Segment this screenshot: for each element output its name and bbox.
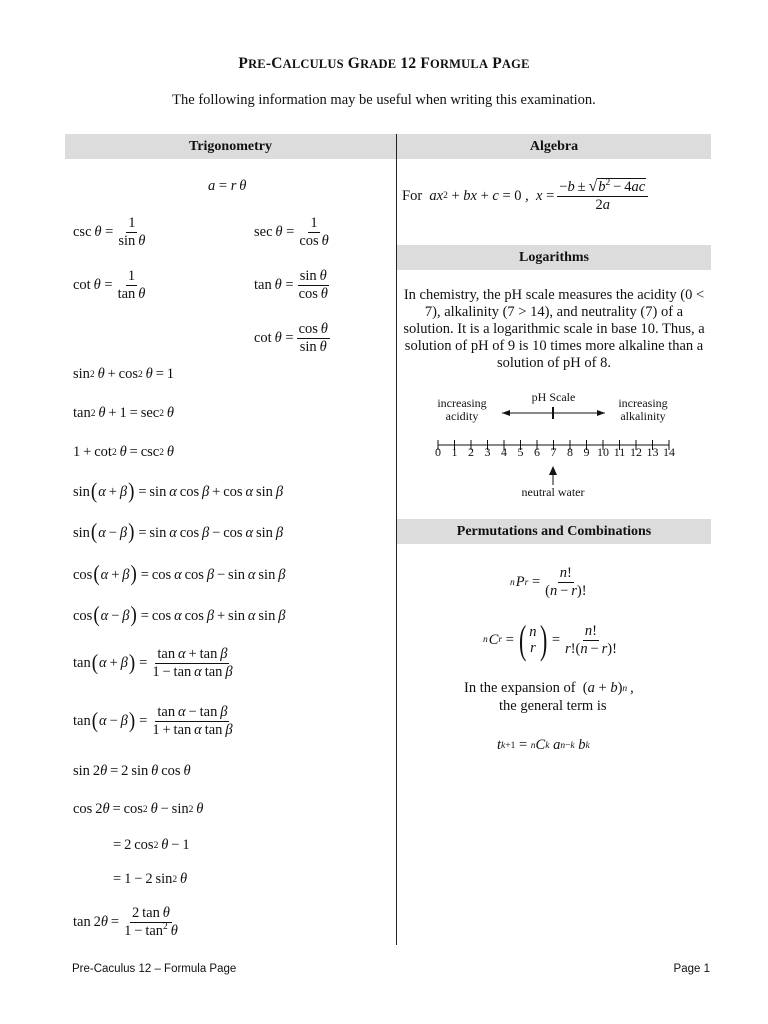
formula-pythagorean-2: tan 2 θ + 1 = sec 2 θ [73, 405, 175, 421]
formula-arc-length: a = r θ [208, 178, 247, 194]
ph-tick-label: 3 [484, 445, 491, 459]
ph-tick-label: 7 [550, 445, 557, 459]
formula-tan-quotient: tan θ = $\frac{\text{sin θ}}{\text{cos θ}}$ [254, 268, 328, 302]
formula-sin-double: sin 2 θ = 2 sin θ cos θ [73, 763, 191, 779]
formula-cos-sum: cos ( α + β ) = cos α cos β − sin α sin β [73, 562, 286, 587]
formula-quadratic: For ax 2 + bx + c = 0 , x = $\frac{-b \pm √b^2 - 4ac}{2a}$ [402, 179, 651, 213]
ph-tick-label: 10 [597, 445, 609, 459]
ph-tick-label: 4 [501, 445, 507, 459]
column-divider [396, 134, 397, 945]
right-arrowhead [597, 410, 605, 416]
ph-tick-label: 11 [613, 445, 626, 459]
formula-permutation: n P r = $\frac{n!}{(n - r)!}$ [510, 565, 587, 599]
ph-tick-label: 1 [451, 445, 458, 459]
formula-pythagorean-1: sin 2 θ + cos 2 θ = 1 [73, 366, 175, 382]
ph-tick-label: 12 [630, 445, 642, 459]
formula-cos-double-1: cos 2 θ = cos 2 θ − sin 2 θ [73, 801, 204, 817]
increasing-acidity-label: increasing acidity [437, 396, 487, 423]
formula-pythagorean-3: 1 + cot 2 θ = csc 2 θ [73, 444, 175, 460]
ph-tick-label: 5 [517, 445, 524, 459]
formula-combination: n C r = ( n r ) = $\frac{n!}{r!(n - r)!}$ [483, 617, 617, 662]
formula-sin-difference: sin ( α − β ) = sin α cos β − cos α sin β [73, 520, 284, 545]
section-header-trigonometry: Trigonometry [65, 134, 396, 159]
section-header-algebra: Algebra [397, 134, 711, 159]
formula-cot-reciprocal: cot θ = $\frac{1}{\text{tan θ}}$ [73, 268, 146, 302]
ph-tick-label: 6 [534, 445, 540, 459]
ph-tick-label: 14 [663, 445, 675, 459]
increasing-alkalinity-label: increasing alkalinity [618, 396, 668, 423]
formula-csc: csc θ = $\frac{1}{\text{sin θ}}$ [73, 215, 146, 249]
ph-tick-label: 8 [567, 445, 573, 459]
formula-cos-difference: cos ( α − β ) = cos α cos β + sin α sin β [73, 603, 286, 628]
logarithms-paragraph: In chemistry, the pH scale measures the acidity (0 < 7), alkalinity (7 > 14), and neutrality (7) of a solution. It is a logarithmic scale in base 10. Thus, a solution of pH of 9 is 10 times more alkaline than a solution of pH of 8. [403, 287, 705, 371]
ph-tick-label: 13 [646, 445, 659, 459]
section-header-permutations: Permutations and Combinations [397, 519, 711, 544]
formula-tan-difference: tan ( α − β ) = $\frac{\text{tan α − tan β}}{\text{1 + tan α tan β}}$ [73, 704, 233, 738]
formula-sec: sec θ = $\frac{1}{\text{cos θ}}$ [254, 215, 329, 249]
formula-cot-quotient: cot θ = $\frac{\text{cos θ}}{\text{sin θ}}$ [254, 321, 328, 355]
ph-tick-label: 9 [583, 445, 590, 459]
expansion-line-2: the general term is [499, 698, 607, 714]
footer-left: Pre-Caculus 12 – Formula Page [72, 963, 237, 975]
ph-tick-label: 0 [435, 445, 441, 459]
expansion-line-1: In the expansion of ( a + b ) n , [464, 680, 634, 696]
neutral-water-label: neutral water [521, 485, 585, 499]
formula-cos-double-2: = 2 cos 2 θ − 1 [113, 837, 190, 853]
ph-scale-diagram [420, 388, 700, 503]
page-title: PRE-CALCULUS GRADE 12 FORMULA PAGE [238, 55, 530, 72]
formula-tan-sum: tan ( α + β ) = $\frac{\text{tan α + tan β}}{\text{1 − tan α tan β}}$ [73, 646, 233, 680]
footer-page-number: Page 1 [673, 963, 710, 975]
left-arrowhead [502, 410, 510, 416]
formula-sin-sum: sin ( α + β ) = sin α cos β + cos α sin β [73, 479, 284, 504]
ph-tick-label: 2 [468, 445, 474, 459]
formula-tan-double: tan 2 θ = $\frac{\text{2 tan θ}}{1 - \tan^2 \theta}$ [73, 905, 178, 939]
ph-scale-label: pH Scale [531, 390, 576, 404]
ph-tick-labels [420, 445, 700, 461]
formula-general-term: t k+1 = n C k a n−k b k [497, 737, 590, 753]
section-header-logarithms: Logarithms [397, 245, 711, 270]
formula-cos-double-3: = 1 − 2 sin 2 θ [113, 871, 188, 887]
neutral-arrowhead [549, 466, 557, 475]
page-subtitle: The following information may be useful when writing this examination. [172, 92, 596, 108]
